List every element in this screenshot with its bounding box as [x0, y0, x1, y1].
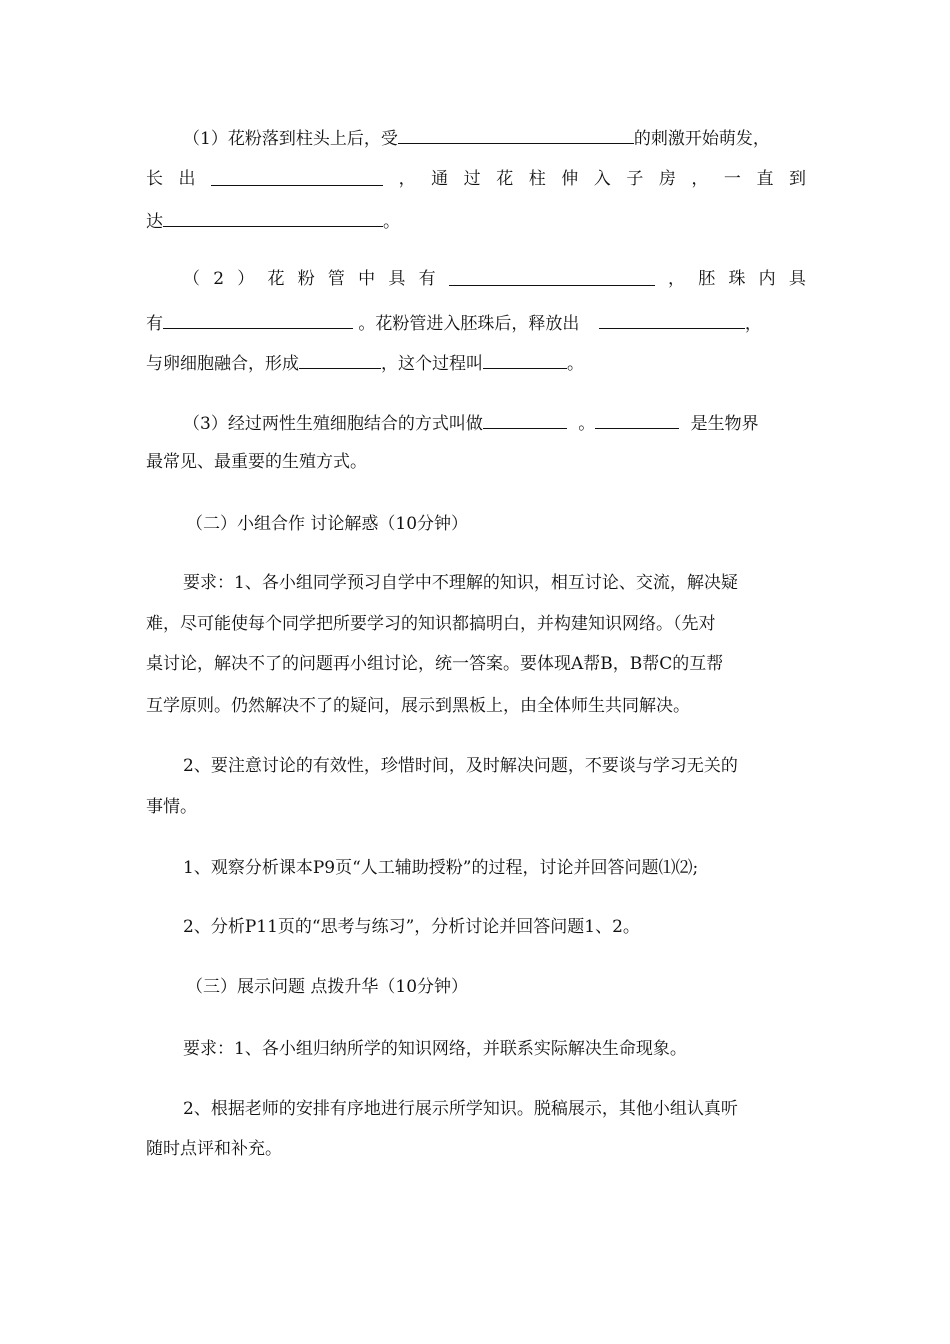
q2-l3b: ，这个过程叫 — [381, 354, 483, 374]
q3-c: 是生物界 — [690, 414, 759, 434]
q2-blank-zygote[interactable] — [299, 350, 381, 369]
q1-char: 到 — [788, 169, 806, 189]
q2-char: 胚 — [698, 269, 716, 289]
q2-char: （ — [183, 269, 200, 289]
q3-blank-reproduction[interactable] — [595, 410, 679, 429]
q1-char: 花 — [496, 169, 514, 189]
q2-line1 — [183, 267, 806, 291]
q1-char: 直 — [756, 169, 774, 189]
q1-comma: ， — [398, 169, 416, 189]
q2-char: 珠 — [728, 269, 746, 289]
section2-req2-line2: 事情。 — [146, 797, 197, 817]
section3-req2-line1: 2、根据老师的安排有序地进行展示所学知识。脱稿展示，其他小组认真听 — [183, 1099, 738, 1119]
section3-req2-line2: 随时点评和补充。 — [146, 1139, 282, 1159]
q2-char: 有 — [418, 269, 436, 289]
section2-req2-line1: 2、要注意讨论的有效性，珍惜时间，及时解决问题，不要谈与学习无关的 — [183, 756, 738, 776]
q2-blank-release[interactable] — [599, 310, 745, 329]
q2-char-you: 有 — [146, 314, 163, 334]
q1-line1 — [183, 125, 770, 151]
q2-blank-sperm[interactable] — [449, 267, 655, 286]
q2-char: 粉 — [297, 269, 315, 289]
section2-req1-line1: 要求：1、各小组同学预习自学中不理解的知识，相互讨论、交流，解决疑 — [183, 573, 738, 593]
q2-char: 内 — [758, 269, 776, 289]
section2-req1-line4: 互学原则。仍然解决不了的疑问，展示到黑板上，由全体师生共同解决。 — [146, 696, 690, 716]
q1-blank-destination[interactable] — [163, 208, 383, 227]
q3-blank-method[interactable] — [483, 410, 567, 429]
q1-char: 过 — [463, 169, 481, 189]
q1-line2 — [146, 167, 806, 191]
q2-char: 2 — [213, 269, 225, 289]
q1-char: 伸 — [561, 169, 579, 189]
q2-blank-process[interactable] — [483, 350, 567, 369]
q3-a: （3）经过两性生殖细胞结合的方式叫做 — [183, 414, 483, 434]
q2-l3a: 与卵细胞融合，形成 — [146, 354, 299, 374]
section2-req1-line2: 难，尽可能使每个同学把所要学习的知识都搞明白，并构建知识网络。（先对 — [146, 614, 716, 634]
q2-line2 — [146, 310, 762, 336]
q1-line3 — [146, 208, 400, 234]
q3-b: 。 — [578, 414, 596, 434]
q2-comma: ， — [668, 269, 686, 289]
q2-char: ） — [237, 269, 255, 289]
q1-char: 柱 — [528, 169, 546, 189]
q3-line1 — [183, 410, 759, 436]
q2-char: 具 — [788, 269, 806, 289]
q1-blank-tube[interactable] — [211, 167, 383, 186]
q2-mid: 。花粉管进入胚珠后，释放出 — [358, 314, 580, 334]
q1-after-blank1: 的刺激开始萌发， — [633, 129, 770, 149]
q1-intro: （1）花粉落到柱头上后，受 — [183, 129, 398, 149]
q2-end: 。 — [567, 354, 584, 374]
q2-char: 花 — [267, 269, 285, 289]
q1-char: 子 — [626, 169, 644, 189]
q1-char: 通 — [431, 169, 449, 189]
section2-task2: 2、分析P11页的“思考与练习”，分析讨论并回答问题1、2。 — [183, 917, 640, 937]
q1-end: 。 — [383, 212, 400, 232]
q2-char: 管 — [327, 269, 345, 289]
q2-comma2: ， — [744, 314, 762, 334]
q3-line2: 最常见、最重要的生殖方式。 — [146, 452, 367, 472]
q1-char-chu: 出 — [178, 169, 196, 189]
q1-char: 房 — [658, 169, 676, 189]
q2-line3 — [146, 350, 584, 376]
section2-heading: （二）小组合作 讨论解惑（10分钟） — [186, 514, 469, 534]
section3-heading: （三）展示问题 点拨升华（10分钟） — [186, 977, 469, 997]
q2-char: 中 — [358, 269, 376, 289]
section2-task1: 1、观察分析课本P9页“人工辅助授粉”的过程，讨论并回答问题⑴⑵; — [183, 858, 699, 878]
q1-char: 一 — [723, 169, 741, 189]
q2-char: 具 — [388, 269, 406, 289]
q1-char: 入 — [593, 169, 611, 189]
section2-req1-line3: 桌讨论，解决不了的问题再小组讨论，统一答案。要体现A帮B，B帮C的互帮 — [146, 654, 724, 674]
q2-blank-egg[interactable] — [163, 310, 353, 329]
q1-char: ， — [691, 169, 709, 189]
section3-req1: 要求：1、各小组归纳所学的知识网络，并联系实际解决生命现象。 — [183, 1039, 687, 1059]
q1-char-chang: 长 — [146, 169, 163, 189]
q1-blank-stimulus[interactable] — [398, 125, 634, 144]
q1-char-da: 达 — [146, 212, 163, 232]
